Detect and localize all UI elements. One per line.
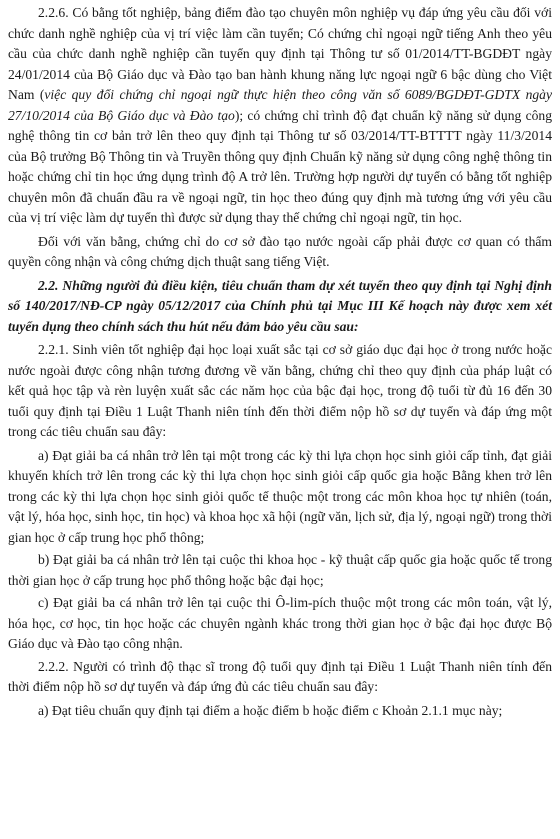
paragraph-2-2-6-text-b: ); có chứng chỉ trình độ đạt chuẩn kỹ năng sử dụng công nghệ thông tin cơ bản trở lên theo quy định tại Thông tư số 03/2014/TT-BTTTT ngày 11/3/2014 của Bộ trưởng Bộ Thông tin và Truyền thông quy định Chuẩn kỹ năng sử dụng công nghệ thông tin hoặc chứng chỉ tin học ứng dụng trình độ A trở lên. Trường hợp người dự tuyển có bằng tốt nghiệp chuyên môn đã chuẩn đầu ra về ngoại ngữ, tin học theo đúng quy định mà tương ứng với yêu cầu của vị trí việc làm dự tuyển thì được sử dụng thay thế chứng chỉ ngoại ngữ, tin học. (8, 107, 553, 225)
paragraph-2-2-1-c: c) Đạt giải ba cá nhân trở lên tại cuộc thi Ô-lim-pích thuộc một trong các môn toán, vật lý, hóa học, cơ học, tin học hoặc các chuyên ngành khác trong thời gian học ở bậc đại học được Bộ Giáo dục và Đào tạo công nhận. (8, 595, 552, 651)
paragraph-2-2-6 (8, 3, 552, 229)
paragraph-2-2-2: 2.2.2. Người có trình độ thạc sĩ trong độ tuổi quy định tại Điều 1 Luật Thanh niên tính đến thời điểm nộp hồ sơ dự tuyển và đáp ứng đủ các tiêu chuẩn sau đây: (8, 658, 552, 694)
paragraph-2-2-6-text-a: 2.2.6. Có bằng tốt nghiệp, bảng điểm đào tạo chuyên môn nghiệp vụ đáp ứng yêu cầu đối với chức danh nghề nghiệp của vị trí việc làm cần tuyển; Có chứng chỉ ngoại ngữ tiếng Anh theo yêu cầu của chức danh nghề nghiệp cần tuyển quy định tại Thông tư số 01/2014/TT-BGDĐT ngày 24/01/2014 của Bộ Giáo dục và Đào tạo ban hành khung năng lực ngoại ngữ 6 bậc dùng cho Việt Nam ( (8, 5, 552, 102)
paragraph-foreign-degrees: Đối với văn bằng, chứng chỉ do cơ sở đào tạo nước ngoài cấp phải được cơ quan có thẩm quyền công nhận và công chứng dịch thuật sang tiếng Việt. (8, 233, 552, 269)
paragraph-2-2-1: 2.2.1. Sinh viên tốt nghiệp đại học loại xuất sắc tại cơ sở giáo dục đại học ở trong nước hoặc nước ngoài được công nhận tương đương về văn bằng, chứng chỉ theo quy định của pháp luật có kết quả học tập và rèn luyện xuất sắc các năm học của bậc đại học, trong độ tuổi từ đủ 16 đến 30 tuổi quy định tại Điều 1 Luật Thanh niên tính đến thời điểm nộp hồ sơ dự tuyển và đáp ứng một trong các tiêu chuẩn sau đây: (8, 342, 552, 439)
paragraph-2-2-1-b: b) Đạt giải ba cá nhân trở lên tại cuộc thi khoa học - kỹ thuật cấp quốc gia hoặc quốc tế trong thời gian học ở cấp trung học phổ thông hoặc bậc đại học; (8, 552, 552, 588)
paragraph-2-2-6-italic-note: việc quy đổi chứng chỉ ngoại ngữ thực hiện theo công văn số 6089/BGDĐT-GDTX ngày 27/10/2014 của Bộ Giáo dục và Đào tạo (8, 87, 552, 123)
section-heading-2-2: 2.2. Những người đủ điều kiện, tiêu chuẩn tham dự xét tuyển theo quy định tại Nghị định số 140/2017/NĐ-CP ngày 05/12/2017 của Chính phủ tại Mục III Kế hoạch này được xem xét tuyển dụng theo chính sách thu hút nếu đảm bảo yêu cầu sau: (8, 277, 552, 334)
paragraph-2-2-1-a: a) Đạt giải ba cá nhân trở lên tại một trong các kỳ thi lựa chọn học sinh giỏi cấp tỉnh, đạt giải khuyến khích trở lên trong các kỳ thi lựa chọn học sinh giỏi cấp quốc gia hoặc Bằng khen trở lên trong các kỳ thi lựa chọn học sinh giỏi quốc tế thuộc một trong các môn khoa học tự nhiên (toán, vật lý, hóa học, sinh học, tin học) và khoa học xã hội (ngữ văn, lịch sử, địa lý, ngoại ngữ) trong thời gian học ở cấp trung học phổ thông; (8, 447, 552, 545)
paragraph-2-2-2-a: a) Đạt tiêu chuẩn quy định tại điểm a hoặc điểm b hoặc điểm c Khoản 2.1.1 mục này; (38, 702, 503, 718)
